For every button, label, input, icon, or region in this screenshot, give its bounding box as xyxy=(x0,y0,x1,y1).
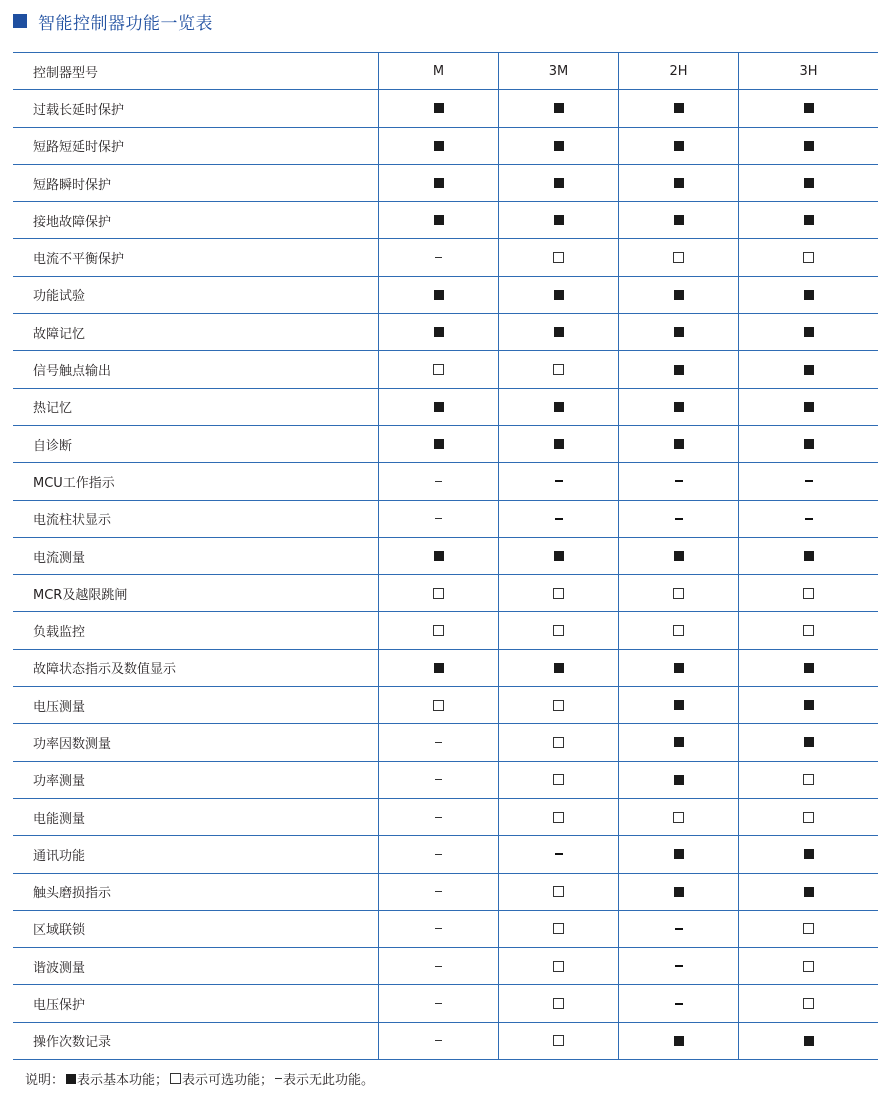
feature-cell xyxy=(739,239,879,276)
feature-cell xyxy=(619,910,739,947)
feature-cell xyxy=(379,463,499,500)
no-function-icon xyxy=(435,257,442,258)
feature-cell xyxy=(379,612,499,649)
dash-icon xyxy=(805,518,813,520)
basic-function-icon xyxy=(804,290,814,300)
no-function-icon xyxy=(435,779,442,780)
no-function-icon xyxy=(435,518,442,519)
basic-function-icon xyxy=(434,178,444,188)
optional-function-icon xyxy=(803,961,814,972)
feature-cell xyxy=(379,239,499,276)
dash-icon xyxy=(675,518,683,520)
feature-cell xyxy=(379,351,499,388)
basic-function-icon xyxy=(804,663,814,673)
feature-label: 功能试验 xyxy=(13,276,379,313)
legend-none-text: 表示无此功能。 xyxy=(283,1073,375,1088)
feature-cell xyxy=(739,1022,879,1059)
feature-cell xyxy=(739,90,879,127)
feature-cell xyxy=(499,351,619,388)
no-function-icon xyxy=(435,854,442,855)
basic-function-icon xyxy=(674,551,684,561)
feature-cell xyxy=(499,836,619,873)
table-row xyxy=(13,724,878,761)
header-model-cell: M xyxy=(379,53,499,90)
optional-function-icon xyxy=(803,252,814,263)
table-row xyxy=(13,761,878,798)
table-row xyxy=(13,612,878,649)
feature-cell xyxy=(379,314,499,351)
feature-cell xyxy=(499,164,619,201)
feature-cell xyxy=(499,612,619,649)
dash-icon xyxy=(675,965,683,967)
feature-cell xyxy=(619,873,739,910)
optional-function-icon xyxy=(433,700,444,711)
dash-icon xyxy=(555,853,563,855)
feature-cell xyxy=(379,388,499,425)
basic-function-icon xyxy=(674,365,684,375)
feature-cell xyxy=(379,948,499,985)
feature-label: 谐波测量 xyxy=(13,948,379,985)
feature-cell xyxy=(499,90,619,127)
basic-function-icon xyxy=(674,402,684,412)
basic-function-icon xyxy=(674,178,684,188)
feature-cell xyxy=(739,910,879,947)
optional-function-icon xyxy=(553,252,564,263)
feature-cell xyxy=(739,537,879,574)
feature-cell xyxy=(739,649,879,686)
basic-function-icon xyxy=(674,215,684,225)
table-row xyxy=(13,948,878,985)
feature-label: 故障记忆 xyxy=(13,314,379,351)
legend-optional-icon xyxy=(170,1073,181,1084)
feature-cell xyxy=(739,463,879,500)
feature-cell xyxy=(499,463,619,500)
dash-icon xyxy=(555,518,563,520)
title-bar xyxy=(13,8,213,34)
basic-function-icon xyxy=(674,290,684,300)
table-row xyxy=(13,164,878,201)
feature-label: 操作次数记录 xyxy=(13,1022,379,1059)
basic-function-icon xyxy=(674,439,684,449)
header-label-cell: 控制器型号 xyxy=(13,53,379,90)
feature-cell xyxy=(379,202,499,239)
basic-function-icon xyxy=(674,103,684,113)
feature-label: MCU工作指示 xyxy=(13,463,379,500)
no-function-icon xyxy=(435,928,442,929)
table-row xyxy=(13,985,878,1022)
feature-cell xyxy=(379,127,499,164)
optional-function-icon xyxy=(553,998,564,1009)
dash-icon xyxy=(675,480,683,482)
basic-function-icon xyxy=(804,1036,814,1046)
dash-icon xyxy=(675,928,683,930)
feature-cell xyxy=(379,724,499,761)
feature-cell xyxy=(739,276,879,313)
table-row xyxy=(13,90,878,127)
feature-cell xyxy=(619,351,739,388)
optional-function-icon xyxy=(803,812,814,823)
feature-cell xyxy=(379,1022,499,1059)
optional-function-icon xyxy=(553,625,564,636)
feature-cell xyxy=(619,985,739,1022)
feature-cell xyxy=(619,164,739,201)
feature-cell xyxy=(499,798,619,835)
no-function-icon xyxy=(435,1003,442,1004)
feature-label: 接地故障保护 xyxy=(13,202,379,239)
optional-function-icon xyxy=(553,1035,564,1046)
optional-function-icon xyxy=(673,625,684,636)
feature-cell xyxy=(499,276,619,313)
feature-label: 故障状态指示及数值显示 xyxy=(13,649,379,686)
basic-function-icon xyxy=(804,103,814,113)
optional-function-icon xyxy=(803,774,814,785)
basic-function-icon xyxy=(674,1036,684,1046)
basic-function-icon xyxy=(434,215,444,225)
basic-function-icon xyxy=(554,215,564,225)
basic-function-icon xyxy=(674,849,684,859)
basic-function-icon xyxy=(434,439,444,449)
optional-function-icon xyxy=(673,812,684,823)
feature-cell xyxy=(499,1022,619,1059)
table-row xyxy=(13,1022,878,1059)
dash-icon xyxy=(675,1003,683,1005)
optional-function-icon xyxy=(673,252,684,263)
feature-table xyxy=(13,52,878,1060)
feature-cell xyxy=(739,575,879,612)
feature-cell xyxy=(619,724,739,761)
feature-cell xyxy=(739,948,879,985)
feature-cell xyxy=(619,687,739,724)
optional-function-icon xyxy=(433,364,444,375)
table-row xyxy=(13,202,878,239)
legend-prefix: 说明： xyxy=(25,1073,65,1088)
table-row xyxy=(13,314,878,351)
feature-cell xyxy=(379,164,499,201)
feature-cell xyxy=(739,687,879,724)
optional-function-icon xyxy=(553,364,564,375)
feature-cell xyxy=(619,239,739,276)
table-row xyxy=(13,873,878,910)
basic-function-icon xyxy=(674,327,684,337)
feature-cell xyxy=(499,724,619,761)
basic-function-icon xyxy=(804,178,814,188)
basic-function-icon xyxy=(804,365,814,375)
optional-function-icon xyxy=(553,886,564,897)
basic-function-icon xyxy=(804,215,814,225)
feature-label: 电流测量 xyxy=(13,537,379,574)
feature-cell xyxy=(739,798,879,835)
no-function-icon xyxy=(435,891,442,892)
table-row xyxy=(13,798,878,835)
feature-label: 区域联锁 xyxy=(13,910,379,947)
feature-cell xyxy=(619,463,739,500)
no-function-icon xyxy=(435,1040,442,1041)
table-row xyxy=(13,127,878,164)
table-row xyxy=(13,910,878,947)
feature-cell xyxy=(739,127,879,164)
basic-function-icon xyxy=(804,737,814,747)
feature-cell xyxy=(619,127,739,164)
feature-cell xyxy=(499,873,619,910)
header-model-cell: 3H xyxy=(739,53,879,90)
page-title: 智能控制器功能一览表 xyxy=(38,13,213,34)
optional-function-icon xyxy=(433,625,444,636)
basic-function-icon xyxy=(434,141,444,151)
no-function-icon xyxy=(435,481,442,482)
feature-cell xyxy=(499,239,619,276)
optional-function-icon xyxy=(673,588,684,599)
feature-label: 电流不平衡保护 xyxy=(13,239,379,276)
feature-label: 信号触点输出 xyxy=(13,351,379,388)
feature-label: 功率因数测量 xyxy=(13,724,379,761)
feature-cell xyxy=(379,425,499,462)
feature-label: 自诊断 xyxy=(13,425,379,462)
feature-label: 功率测量 xyxy=(13,761,379,798)
feature-cell xyxy=(619,1022,739,1059)
basic-function-icon xyxy=(674,775,684,785)
feature-cell xyxy=(619,948,739,985)
feature-label: 电能测量 xyxy=(13,798,379,835)
feature-label: 过载长延时保护 xyxy=(13,90,379,127)
legend-full-text: 表示基本功能； xyxy=(77,1073,169,1088)
feature-cell xyxy=(739,873,879,910)
legend-optional-text: 表示可选功能； xyxy=(182,1073,274,1088)
feature-cell xyxy=(499,985,619,1022)
legend xyxy=(25,1069,374,1088)
feature-cell xyxy=(379,836,499,873)
feature-label: 负载监控 xyxy=(13,612,379,649)
feature-cell xyxy=(379,910,499,947)
feature-cell xyxy=(739,500,879,537)
feature-cell xyxy=(739,202,879,239)
basic-function-icon xyxy=(804,402,814,412)
basic-function-icon xyxy=(554,178,564,188)
feature-cell xyxy=(379,575,499,612)
basic-function-icon xyxy=(434,402,444,412)
feature-cell xyxy=(619,798,739,835)
dash-icon xyxy=(805,480,813,482)
basic-function-icon xyxy=(674,700,684,710)
basic-function-icon xyxy=(674,737,684,747)
basic-function-icon xyxy=(804,141,814,151)
feature-cell xyxy=(739,724,879,761)
feature-cell xyxy=(499,910,619,947)
header-model-cell: 3M xyxy=(499,53,619,90)
feature-table-body xyxy=(13,53,878,1060)
feature-cell xyxy=(379,90,499,127)
optional-function-icon xyxy=(803,998,814,1009)
feature-label: 短路短延时保护 xyxy=(13,127,379,164)
legend-none-icon xyxy=(275,1078,282,1079)
feature-cell xyxy=(379,500,499,537)
feature-cell xyxy=(619,276,739,313)
basic-function-icon xyxy=(434,663,444,673)
basic-function-icon xyxy=(804,887,814,897)
basic-function-icon xyxy=(554,551,564,561)
basic-function-icon xyxy=(804,849,814,859)
table-row xyxy=(13,575,878,612)
optional-function-icon xyxy=(553,588,564,599)
feature-label: 电压保护 xyxy=(13,985,379,1022)
basic-function-icon xyxy=(434,327,444,337)
feature-cell xyxy=(619,425,739,462)
optional-function-icon xyxy=(553,774,564,785)
basic-function-icon xyxy=(554,141,564,151)
feature-cell xyxy=(739,425,879,462)
no-function-icon xyxy=(435,966,442,967)
feature-cell xyxy=(619,761,739,798)
basic-function-icon xyxy=(674,887,684,897)
feature-cell xyxy=(499,761,619,798)
feature-cell xyxy=(379,761,499,798)
table-row xyxy=(13,500,878,537)
feature-cell xyxy=(619,388,739,425)
feature-cell xyxy=(499,388,619,425)
basic-function-icon xyxy=(674,141,684,151)
feature-label: 短路瞬时保护 xyxy=(13,164,379,201)
table-row xyxy=(13,463,878,500)
header-row xyxy=(13,53,878,90)
feature-cell xyxy=(619,836,739,873)
basic-function-icon xyxy=(804,551,814,561)
feature-cell xyxy=(499,314,619,351)
basic-function-icon xyxy=(434,103,444,113)
basic-function-icon xyxy=(804,439,814,449)
feature-cell xyxy=(379,649,499,686)
feature-cell xyxy=(619,612,739,649)
optional-function-icon xyxy=(803,588,814,599)
basic-function-icon xyxy=(554,103,564,113)
basic-function-icon xyxy=(804,327,814,337)
basic-function-icon xyxy=(434,290,444,300)
feature-cell xyxy=(619,575,739,612)
table-row xyxy=(13,239,878,276)
optional-function-icon xyxy=(553,961,564,972)
feature-cell xyxy=(739,351,879,388)
feature-label: 电流柱状显示 xyxy=(13,500,379,537)
feature-cell xyxy=(499,202,619,239)
feature-cell xyxy=(739,985,879,1022)
table-row xyxy=(13,425,878,462)
basic-function-icon xyxy=(554,663,564,673)
feature-label: 触头磨损指示 xyxy=(13,873,379,910)
feature-cell xyxy=(739,612,879,649)
feature-label: 通讯功能 xyxy=(13,836,379,873)
feature-label: MCR及越限跳闸 xyxy=(13,575,379,612)
feature-cell xyxy=(379,276,499,313)
feature-cell xyxy=(619,314,739,351)
feature-cell xyxy=(379,873,499,910)
basic-function-icon xyxy=(554,439,564,449)
table-row xyxy=(13,388,878,425)
basic-function-icon xyxy=(434,551,444,561)
optional-function-icon xyxy=(803,923,814,934)
feature-cell xyxy=(739,836,879,873)
table-row xyxy=(13,687,878,724)
optional-function-icon xyxy=(553,700,564,711)
basic-function-icon xyxy=(554,402,564,412)
table-row xyxy=(13,351,878,388)
feature-cell xyxy=(619,90,739,127)
feature-cell xyxy=(619,202,739,239)
legend-full-icon xyxy=(66,1074,76,1084)
feature-cell xyxy=(499,537,619,574)
feature-cell xyxy=(739,314,879,351)
optional-function-icon xyxy=(433,588,444,599)
feature-label: 电压测量 xyxy=(13,687,379,724)
feature-cell xyxy=(499,127,619,164)
feature-cell xyxy=(619,537,739,574)
feature-cell xyxy=(379,798,499,835)
feature-cell xyxy=(739,388,879,425)
feature-label: 热记忆 xyxy=(13,388,379,425)
feature-cell xyxy=(499,575,619,612)
table-row xyxy=(13,537,878,574)
table-row xyxy=(13,836,878,873)
optional-function-icon xyxy=(553,737,564,748)
feature-cell xyxy=(739,761,879,798)
feature-cell xyxy=(499,948,619,985)
title-square-icon xyxy=(13,14,27,28)
optional-function-icon xyxy=(803,625,814,636)
basic-function-icon xyxy=(674,663,684,673)
basic-function-icon xyxy=(554,327,564,337)
basic-function-icon xyxy=(804,700,814,710)
feature-cell xyxy=(619,500,739,537)
optional-function-icon xyxy=(553,812,564,823)
feature-cell xyxy=(499,425,619,462)
header-model-cell: 2H xyxy=(619,53,739,90)
feature-cell xyxy=(379,537,499,574)
no-function-icon xyxy=(435,742,442,743)
basic-function-icon xyxy=(554,290,564,300)
feature-cell xyxy=(379,985,499,1022)
feature-cell xyxy=(499,649,619,686)
feature-cell xyxy=(499,687,619,724)
feature-cell xyxy=(379,687,499,724)
table-row xyxy=(13,649,878,686)
no-function-icon xyxy=(435,817,442,818)
optional-function-icon xyxy=(553,923,564,934)
feature-cell xyxy=(739,164,879,201)
dash-icon xyxy=(555,480,563,482)
feature-cell xyxy=(619,649,739,686)
table-row xyxy=(13,276,878,313)
feature-cell xyxy=(499,500,619,537)
